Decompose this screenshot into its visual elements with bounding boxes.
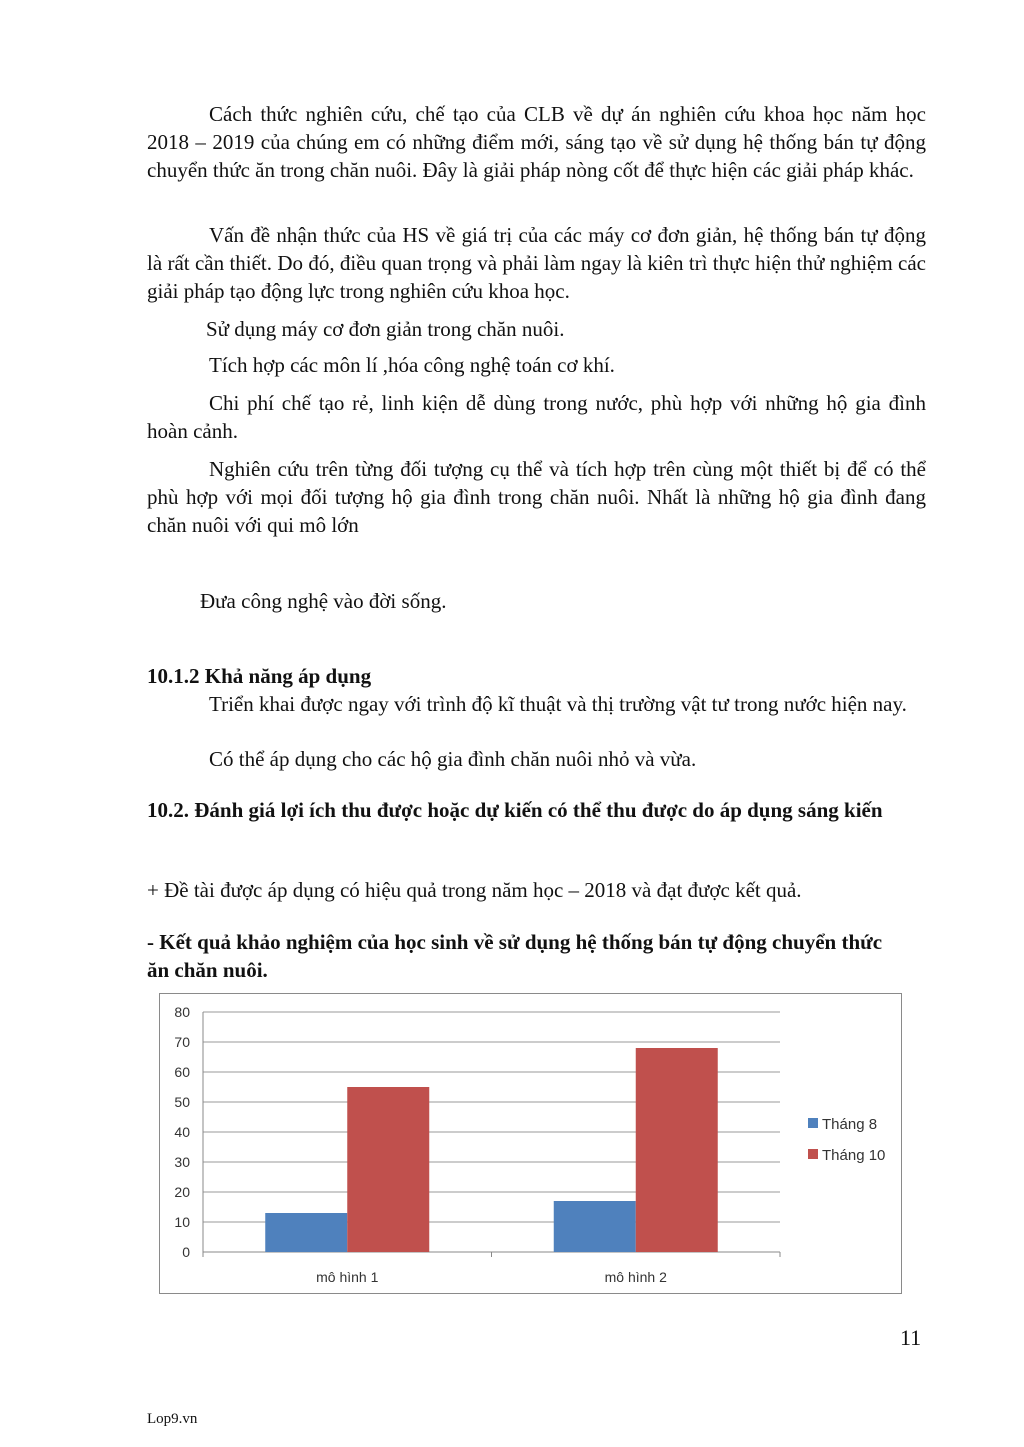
bar bbox=[347, 1087, 429, 1252]
legend-swatch bbox=[808, 1149, 818, 1159]
section-heading-applicability: 10.1.2 Khả năng áp dụng bbox=[147, 664, 372, 688]
footer-site: Lop9.vn bbox=[147, 1411, 198, 1427]
bar-chart bbox=[159, 993, 902, 1294]
paragraph-deployment: Triển khai được ngay với trình độ kĩ thuật và thị trường vật tư trong nước hiện nay. bbox=[209, 692, 907, 716]
x-tick-label: mô hình 1 bbox=[316, 1269, 379, 1285]
y-tick-label: 60 bbox=[174, 1064, 190, 1080]
y-tick-label: 0 bbox=[182, 1244, 190, 1260]
result-line: + Đề tài được áp dụng có hiệu quả trong năm học – 2018 và đạt được kết quả. bbox=[147, 878, 802, 902]
legend-swatch bbox=[808, 1118, 818, 1128]
paragraph-cost: Chi phí chế tạo rẻ, linh kiện dễ dùng trong nước, phù hợp với những hộ gia đình hoàn cảnh. bbox=[147, 391, 926, 443]
section-heading-benefits: 10.2. Đánh giá lợi ích thu được hoặc dự kiến có thể thu được do áp dụng sáng kiến bbox=[147, 798, 883, 822]
paragraph-technology: Đưa công nghệ vào đời sống. bbox=[200, 589, 447, 613]
chart-heading: - Kết quả khảo nghiệm của học sinh về sử dụng hệ thống bán tự động chuyển thức ăn chăn nuôi. bbox=[147, 930, 883, 982]
y-tick-label: 40 bbox=[174, 1124, 190, 1140]
paragraph-simple-machines: Sử dụng máy cơ đơn giản trong chăn nuôi. bbox=[206, 317, 565, 341]
bar-chart-svg bbox=[160, 994, 903, 1295]
paragraph-research: Nghiên cứu trên từng đối tượng cụ thể và tích hợp trên cùng một thiết bị để có thể phù hợp với mọi đối tượng hộ gia đình trong chăn nuôi. Nhất là những hộ gia đình đang chăn nuôi với qui mô lớn bbox=[147, 457, 926, 537]
paragraph-awareness: Vấn đề nhận thức của HS về giá trị của các máy cơ đơn giản, hệ thống bán tự động là rất cần thiết. Do đó, điều quan trọng và phải làm ngay là kiên trì thực hiện thử nghiệm các giải pháp tạo động lực trong nghiên cứu khoa học. bbox=[147, 223, 926, 303]
y-tick-label: 10 bbox=[174, 1214, 190, 1230]
paragraph-innovation: Cách thức nghiên cứu, chế tạo của CLB về dự án nghiên cứu khoa học năm học 2018 – 2019 của chúng em có những điểm mới, sáng tạo về sử dụng hệ thống bán tự động chuyển thức ăn trong chăn nuôi. Đây là giải pháp nòng cốt để thực hiện các giải pháp khác. bbox=[147, 102, 926, 182]
y-tick-label: 20 bbox=[174, 1184, 190, 1200]
bar bbox=[636, 1048, 718, 1252]
page-number: 11 bbox=[900, 1325, 922, 1350]
paragraph-households: Có thể áp dụng cho các hộ gia đình chăn nuôi nhỏ và vừa. bbox=[209, 747, 697, 771]
legend-label: Tháng 8 bbox=[822, 1116, 878, 1133]
y-tick-label: 80 bbox=[174, 1004, 190, 1020]
x-tick-label: mô hình 2 bbox=[604, 1269, 667, 1285]
y-tick-label: 30 bbox=[174, 1154, 190, 1170]
y-tick-label: 70 bbox=[174, 1034, 190, 1050]
bar bbox=[554, 1201, 636, 1252]
paragraph-integration: Tích hợp các môn lí ,hóa công nghệ toán cơ khí. bbox=[209, 353, 615, 377]
bar bbox=[265, 1213, 347, 1252]
legend-label: Tháng 10 bbox=[822, 1147, 886, 1164]
y-tick-label: 50 bbox=[174, 1094, 190, 1110]
